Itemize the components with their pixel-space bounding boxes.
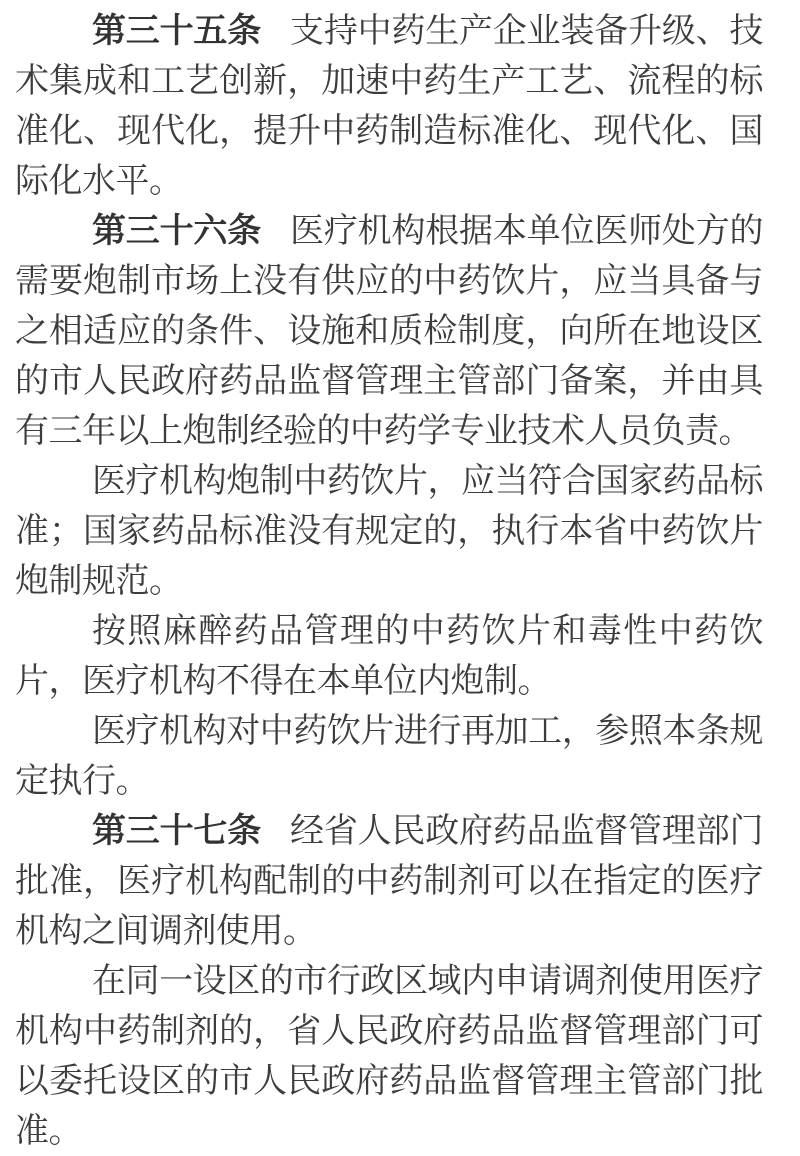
article-number: 第三十六条 (92, 211, 262, 251)
paragraph-text: 在同一设区的市行政区域内申请调剂使用医疗机构中药制剂的，省人民政府药品监督管理部门可以委托设区的市人民政府药品监督管理主管部门批准。 (15, 961, 763, 1151)
paragraph (15, 206, 763, 456)
paragraph-text: 按照麻醉药品管理的中药饮片和毒性中药饮片，医疗机构不得在本单位内炮制。 (15, 611, 763, 701)
paragraph-text: 医疗机构炮制中药饮片，应当符合国家药品标准；国家药品标准没有规定的，执行本省中药饮片炮制规范。 (15, 461, 763, 601)
paragraph (15, 806, 763, 956)
paragraph-text: 医疗机构对中药饮片进行再加工，参照本条规定执行。 (15, 711, 763, 801)
paragraph (15, 456, 763, 606)
paragraph-text: 医疗机构根据本单位医师处方的需要炮制市场上没有供应的中药饮片，应当具备与之相适应的条件、设施和质检制度，向所在地设区的市人民政府药品监督管理主管部门备案，并由具有三年以上炮制经验的中药学专业技术人员负责。 (15, 211, 764, 451)
paragraph (15, 6, 763, 206)
paragraph (15, 606, 763, 706)
document-body (15, 6, 763, 1156)
paragraph (15, 956, 763, 1156)
paragraph (15, 706, 763, 806)
paragraph-text: 支持中药生产企业装备升级、技术集成和工艺创新，加速中药生产工艺、流程的标准化、现代化，提升中药制造标准化、现代化、国际化水平。 (15, 11, 764, 201)
article-number: 第三十五条 (92, 11, 262, 51)
paragraph-text: 经省人民政府药品监督管理部门批准，医疗机构配制的中药制剂可以在指定的医疗机构之间调剂使用。 (15, 811, 764, 951)
article-number: 第三十七条 (92, 811, 262, 851)
